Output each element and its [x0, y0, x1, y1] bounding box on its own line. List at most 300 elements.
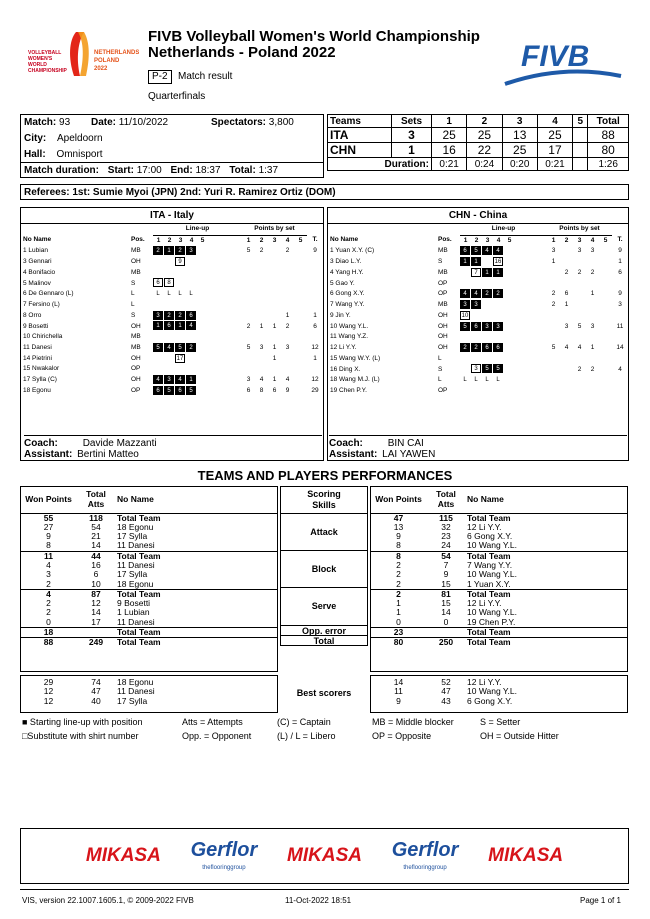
perf-skills	[280, 486, 368, 672]
player-lineup	[460, 300, 547, 311]
lineup-position: 1	[460, 257, 470, 266]
best-table	[21, 678, 277, 706]
player-position: OP	[438, 279, 448, 287]
player-row	[21, 300, 323, 311]
player-row	[328, 246, 628, 257]
player-total	[612, 375, 628, 386]
lineup-position: 5	[164, 386, 174, 395]
lineup-position: 4	[153, 375, 163, 384]
no-name-header: No Name	[23, 236, 52, 244]
won-points: 18	[21, 628, 76, 638]
lineup-position: 1	[482, 268, 492, 277]
best-scorers-label: Best scorers	[296, 688, 352, 698]
player-position: OH	[131, 258, 141, 266]
set-3-header: 3	[502, 115, 537, 128]
lineup-position: 4	[164, 343, 174, 352]
set-points: 2	[259, 247, 264, 255]
set-4-duration: 0:21	[537, 158, 572, 171]
player-name: 6 Gong X.Y.	[467, 531, 513, 542]
set-points: 4	[259, 376, 264, 384]
legend-mb: MB = Middle blocker	[372, 717, 454, 727]
lineup-position	[186, 354, 196, 363]
sponsor-gerflor-2	[392, 840, 459, 873]
player-total: 4	[618, 365, 622, 373]
lineup-position: 5	[186, 386, 196, 395]
lineup-position: 5	[460, 322, 470, 331]
set-5-points	[294, 300, 307, 311]
lineup-position: 3	[460, 300, 470, 309]
total-atts: 6	[93, 569, 99, 580]
player-lineup	[153, 332, 242, 343]
set-points: 4	[577, 344, 582, 352]
player-name: 6 Gong X.Y.	[467, 695, 513, 706]
report-type: Match result	[178, 71, 233, 82]
set-points	[255, 278, 268, 289]
won-points: 0	[396, 616, 401, 627]
player-row	[21, 354, 323, 365]
player-row	[328, 364, 628, 375]
set-points: 2	[551, 290, 556, 298]
player-position: S	[131, 311, 136, 319]
lineup-position: L	[496, 377, 500, 384]
set-points: 6	[246, 386, 251, 394]
match-info-box	[20, 114, 324, 178]
score-table	[327, 114, 629, 171]
player-row	[328, 354, 628, 365]
lineup-position	[493, 311, 503, 320]
set-points	[573, 375, 586, 386]
player-name: 10 Wang Y.L.	[467, 569, 517, 580]
player-lineup	[153, 289, 242, 300]
won-points: 2	[396, 559, 401, 570]
perf-row	[21, 561, 277, 570]
set-points: 2	[246, 322, 251, 330]
player-name: Total Team	[467, 512, 511, 523]
lineup-position	[186, 278, 196, 287]
no-name-header: No Name	[466, 487, 627, 513]
player-name: Total Team	[117, 512, 161, 523]
total-atts: 15	[441, 598, 451, 609]
set-5-points	[294, 332, 307, 343]
lineup-position: 6	[471, 322, 481, 331]
won-points: 2	[371, 589, 426, 599]
set-5-points	[294, 278, 307, 289]
set-5-points	[294, 343, 307, 354]
sponsor-gerflor-1-sub: theflooringgroup	[202, 864, 246, 871]
sponsor-gerflor-1	[191, 840, 258, 873]
lineup-position: 3	[482, 322, 492, 331]
lineup-position: 5	[493, 364, 503, 373]
player-name: 1 Lubian	[23, 247, 48, 255]
player-name: 11 Danesi	[117, 540, 155, 551]
lineup-position: 1	[164, 246, 174, 255]
lineup-position: 6	[153, 278, 163, 287]
won-points: 9	[396, 531, 401, 542]
sponsor-mikasa-2: MIKASA	[287, 845, 362, 866]
won-points: 88	[21, 638, 76, 648]
set-number: 4	[590, 236, 595, 244]
set-5-points	[599, 289, 612, 300]
total-atts: 32	[441, 521, 451, 532]
lineup-position: 10	[461, 312, 469, 319]
player-name: 18 Egonu	[23, 386, 51, 394]
set-points	[255, 257, 268, 268]
player-row	[328, 257, 628, 268]
total-atts: 47	[441, 686, 451, 697]
player-position: OP	[131, 386, 141, 394]
total-atts: 47	[91, 686, 101, 697]
set-5-points	[599, 279, 612, 290]
player-position: L	[131, 290, 135, 298]
start-time: 17:00	[136, 165, 162, 176]
lineup-position: 2	[164, 311, 174, 320]
player-name: Total Team	[466, 551, 627, 561]
set-points: 2	[285, 247, 290, 255]
set-number: 1	[156, 236, 161, 244]
set-points	[560, 332, 573, 343]
teams-header: Teams	[328, 115, 392, 128]
lineup-position: 6	[153, 386, 163, 395]
perf-row	[371, 580, 627, 590]
set-number: 5	[603, 236, 608, 244]
set-points: 6	[564, 290, 569, 298]
total-atts: 54	[426, 551, 466, 561]
total-atts: 17	[91, 616, 101, 627]
player-total: 1	[313, 354, 317, 362]
legend-oh: OH = Outside Hitter	[480, 731, 559, 741]
lineup-position: 4	[460, 289, 470, 298]
won-points: 4	[46, 559, 51, 570]
set-points: 3	[564, 322, 569, 330]
set-points	[560, 354, 573, 365]
player-name: 14 Pietrini	[23, 354, 52, 362]
set-5-points	[599, 354, 612, 365]
player-lineup	[153, 375, 242, 386]
total-atts: 24	[441, 540, 451, 551]
roster-ita	[20, 207, 324, 461]
player-name: 11 Wang Y.Z.	[330, 333, 369, 341]
set-points: 8	[259, 386, 264, 394]
lineup-position: 5	[482, 364, 492, 373]
set-points	[573, 279, 586, 290]
coach-label: Coach:	[329, 438, 363, 449]
perf-chn	[370, 486, 628, 672]
player-name: Total Team	[466, 638, 627, 648]
set-5-points	[599, 300, 612, 311]
set-points	[242, 257, 255, 268]
set-points	[255, 364, 268, 375]
lineup-position	[164, 354, 174, 363]
player-lineup	[460, 332, 547, 343]
lineup-position: L	[156, 291, 160, 298]
set-number: 3	[485, 236, 490, 244]
chn-total: 80	[588, 143, 629, 158]
set-number: 3	[272, 236, 277, 244]
set-points	[573, 257, 586, 268]
player-name: 11 Danesi	[23, 343, 52, 351]
skill-block: Block	[280, 551, 368, 588]
set-points	[560, 279, 573, 290]
set-points	[281, 364, 294, 375]
referees-text: Referees: 1st: Sumie Myoi (JPN) 2nd: Yuri R. Ramirez Ortiz (DOM)	[24, 187, 336, 198]
assistant-label: Assistant:	[329, 449, 378, 460]
set-points	[573, 354, 586, 365]
player-lineup	[153, 386, 242, 397]
player-lineup	[460, 289, 547, 300]
set-points	[573, 300, 586, 311]
best-ita	[20, 675, 278, 713]
set-5-points	[294, 311, 307, 322]
set-points	[547, 386, 560, 397]
lineup-position: 2	[482, 289, 492, 298]
lineup-position	[153, 257, 163, 266]
player-total: 1	[313, 311, 317, 319]
player-position: OH	[438, 311, 448, 319]
total-atts: 250	[426, 638, 466, 648]
lineup-position: 6	[175, 386, 185, 395]
total-atts: 23	[441, 531, 451, 542]
set-points: 2	[551, 301, 556, 309]
set-points	[242, 354, 255, 365]
set-number: 3	[178, 236, 183, 244]
set-points	[586, 279, 599, 290]
set-points	[268, 289, 281, 300]
set-5-points	[294, 321, 307, 332]
footer-date: 11-Oct-2022 18:51	[285, 896, 352, 905]
set-points	[586, 257, 599, 268]
player-row	[21, 321, 323, 332]
player-name: 18 Wang M.J. (L)	[330, 376, 380, 384]
set-number: 2	[474, 236, 479, 244]
player-row	[328, 300, 628, 311]
player-lineup	[460, 386, 547, 397]
won-points: 4	[21, 589, 76, 599]
player-lineup	[153, 257, 242, 268]
set-points: 1	[551, 258, 556, 266]
lineup-position: 9	[175, 257, 185, 266]
set-points: 2	[577, 268, 582, 276]
perf-ita	[20, 486, 278, 672]
player-row	[21, 268, 323, 279]
points-by-set-header: Points by set	[242, 224, 307, 235]
lineup-position	[175, 278, 185, 287]
end-label: End:	[170, 165, 193, 176]
total-atts: 9	[443, 569, 449, 580]
player-name: Total Team	[466, 628, 627, 638]
set-points	[586, 332, 599, 343]
sponsor-mikasa-1: MIKASA	[85, 845, 161, 866]
set-points: 2	[590, 365, 595, 373]
player-name: 9 Bosetti	[23, 322, 49, 330]
player-name: 3 Gennari	[23, 258, 52, 266]
won-points: 1	[396, 598, 401, 609]
sets-header: Sets	[392, 115, 432, 128]
player-lineup	[153, 364, 242, 375]
sponsor-gerflor-2-sub: theflooringgroup	[403, 864, 447, 871]
set-points	[268, 278, 281, 289]
won-points: 55	[43, 512, 54, 523]
set-points: 1	[272, 343, 277, 351]
set-5-points	[294, 289, 307, 300]
player-row	[21, 332, 323, 343]
sponsor-gerflor-2-name: Gerflor	[391, 838, 459, 861]
set-points: 1	[285, 311, 290, 319]
set-points	[547, 375, 560, 386]
set-5-header: 5	[573, 115, 588, 128]
set-number: 2	[167, 236, 172, 244]
player-row	[328, 332, 628, 343]
player-lineup	[460, 364, 547, 375]
set-points	[281, 300, 294, 311]
player-lineup	[153, 321, 242, 332]
player-position: MB	[438, 247, 448, 255]
legend-op: OP = Opposite	[372, 731, 432, 741]
player-row	[328, 375, 628, 386]
player-lineup	[153, 278, 242, 289]
lineup-position: 7	[471, 268, 481, 277]
ita-set-5	[573, 128, 588, 143]
player-row	[21, 311, 323, 322]
lineup-position: 17	[176, 355, 184, 362]
lineup-position: 3	[493, 322, 503, 331]
lineup-position: 8	[164, 278, 174, 287]
set-5-points	[294, 354, 307, 365]
player-position: L	[438, 354, 442, 362]
won-points: 12	[43, 686, 54, 697]
player-total	[307, 278, 323, 289]
player-total: 6	[313, 322, 317, 330]
player-total	[612, 332, 628, 343]
logo-text-1: VOLLEYBALL	[28, 50, 62, 56]
set-5-points	[599, 268, 612, 279]
player-row	[21, 375, 323, 386]
set-number: 4	[496, 236, 501, 244]
player-total	[307, 332, 323, 343]
lineup-position: 3	[471, 300, 481, 309]
lineup-position: L	[463, 377, 467, 384]
set-points: 5	[577, 322, 582, 330]
lineup-position: 3	[153, 311, 163, 320]
set-points: 1	[272, 354, 277, 362]
set-points	[586, 311, 599, 322]
set-points	[268, 332, 281, 343]
player-total: 11	[616, 322, 624, 330]
lineup-position: 6	[460, 246, 470, 255]
lineup-position: 4	[493, 246, 503, 255]
chn-set-3: 25	[502, 143, 537, 158]
skill-total: Total	[280, 636, 368, 646]
player-name: 12 Li Y.Y.	[467, 521, 502, 532]
player-position: OH	[438, 333, 448, 341]
set-5-points	[599, 246, 612, 257]
no-name-header: No Name	[330, 236, 359, 244]
player-lineup	[153, 354, 242, 365]
chn-set-2: 22	[467, 143, 502, 158]
set-points	[560, 311, 573, 322]
roster-ita-title: ITA - Italy	[21, 208, 323, 224]
player-name: 12 Li Y.Y.	[467, 677, 502, 687]
total-atts: 115	[439, 512, 453, 523]
player-total	[612, 354, 628, 365]
lineup-position: 2	[493, 289, 503, 298]
won-points: 11	[21, 551, 76, 561]
set-points: 3	[259, 343, 264, 351]
ita-set-4: 25	[537, 128, 572, 143]
total-header: T.	[617, 236, 623, 244]
set-points: 4	[285, 376, 290, 384]
total-atts: 74	[91, 677, 101, 687]
duration-label: Match duration:	[24, 165, 99, 176]
player-row	[328, 386, 628, 397]
set-points: 3	[285, 343, 290, 351]
won-points-header: Won Points	[21, 487, 76, 513]
logo-text-3: WORLD	[28, 62, 47, 68]
set-points	[586, 375, 599, 386]
total-atts: 249	[76, 638, 116, 648]
legend-captain: (C) = Captain	[277, 717, 331, 727]
set-points	[255, 268, 268, 279]
team-ita: ITA	[328, 128, 392, 143]
set-points	[255, 289, 268, 300]
lineup-position: 5	[471, 246, 481, 255]
set-points	[281, 289, 294, 300]
player-name: 12 Li Y.Y.	[467, 598, 502, 609]
total-label: Total:	[229, 165, 256, 176]
perf-row	[21, 638, 277, 648]
lineup-position	[153, 354, 163, 363]
set-points	[255, 332, 268, 343]
total-atts: 118	[89, 512, 103, 523]
legend-start: ■ Starting line-up with position	[22, 717, 143, 727]
total-atts: 87	[76, 589, 116, 599]
player-total	[307, 300, 323, 311]
roster-table	[328, 224, 628, 397]
perf-row	[371, 628, 627, 638]
player-position: S	[131, 279, 136, 287]
set-5-points	[599, 332, 612, 343]
set-points	[242, 332, 255, 343]
skill-attack: Attack	[280, 514, 368, 551]
player-row	[328, 279, 628, 290]
referees-bar	[20, 184, 629, 200]
set-number: 1	[551, 236, 556, 244]
spectators-label: Spectators:	[211, 117, 267, 128]
set-points	[560, 375, 573, 386]
roster-ita-body	[21, 224, 323, 397]
player-total	[612, 279, 628, 290]
logo-host-2: POLAND	[94, 58, 120, 64]
logo-text-4: CHAMPIONSHIP	[28, 68, 67, 74]
total-atts: 14	[91, 607, 101, 618]
player-total	[612, 311, 628, 322]
ita-set-2: 25	[467, 128, 502, 143]
lineup-position: 16	[494, 259, 502, 265]
player-name: 17 Sylla (C)	[23, 376, 57, 384]
set-points	[268, 268, 281, 279]
player-name: 7 Fersino (L)	[23, 301, 60, 309]
lineup-position: L	[189, 291, 193, 298]
set-points	[268, 257, 281, 268]
roster-chn-title: CHN - China	[328, 208, 628, 224]
player-lineup	[460, 268, 547, 279]
won-points: 3	[46, 569, 51, 580]
set-points	[242, 289, 255, 300]
roster-table	[21, 224, 323, 397]
player-name: 1 Lubian	[117, 607, 150, 618]
player-name: 10 Wang Y.L.	[467, 540, 517, 551]
set-points: 3	[590, 322, 595, 330]
lineup-position: 4	[186, 321, 196, 330]
